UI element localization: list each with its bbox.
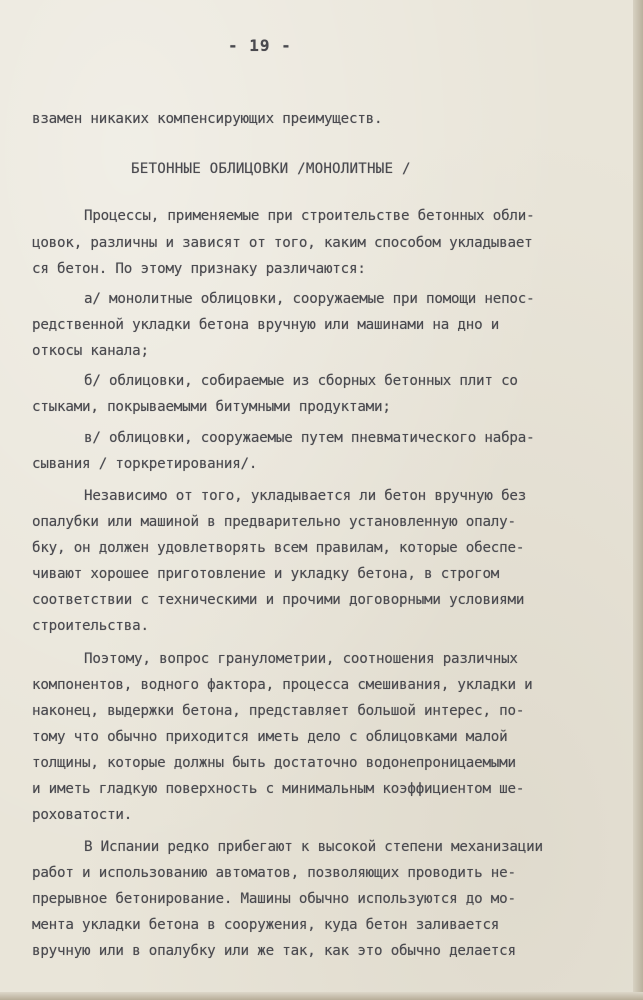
page-number: - 19 - — [228, 36, 292, 55]
text-line: опалубки или машиной в предварительно установленную опалу- — [32, 514, 516, 530]
text-line: цовок, различны и зависят от того, каким способом укладывает — [32, 235, 533, 251]
text-line: Поэтому, вопрос гранулометрии, соотношения различных — [84, 651, 518, 667]
text-line: мента укладки бетона в сооружения, куда бетон заливается — [32, 917, 500, 933]
text-line: роховатости. — [32, 807, 133, 823]
text-line: чивают хорошее приготовление и укладку бетона, в строгом — [32, 566, 500, 582]
text-line: вручную или в опалубку или же так, как это обычно делается — [32, 943, 516, 959]
text-line: работ и использованию автоматов, позволяющих проводить не- — [32, 865, 516, 881]
text-line: соответствии с техническими и прочими договорными условиями — [32, 592, 525, 608]
text-line: взамен никаких компенсирующих преимуществ. — [32, 111, 383, 127]
text-line: редственной укладки бетона вручную или машинами на дно и — [32, 317, 500, 333]
text-line: бку, он должен удовлетворять всем правилам, которые обеспе- — [32, 540, 525, 556]
text-line: в/ облицовки, сооружаемые путем пневматического набра- — [84, 430, 535, 446]
text-line: компонентов, водного фактора, процесса смешивания, укладки и — [32, 677, 533, 693]
text-line: стыками, покрываемыми битумными продуктами; — [32, 399, 391, 415]
text-line: откосы канала; — [32, 343, 149, 359]
text-line: Процессы, применяемые при строительстве бетонных обли- — [84, 208, 535, 224]
text-line: ся бетон. По этому признаку различаются: — [32, 261, 366, 277]
text-line: а/ монолитные облицовки, сооружаемые при помощи непос- — [84, 291, 535, 307]
text-line: строительства. — [32, 618, 149, 634]
text-line: В Испании редко прибегают к высокой степени механизации — [84, 839, 543, 855]
text-line: сывания / торкретирования/. — [32, 456, 258, 472]
text-line: прерывное бетонирование. Машины обычно используются до мо- — [32, 891, 516, 907]
text-line: толщины, которые должны быть достаточно водонепроницаемыми — [32, 755, 516, 771]
section-heading: БЕТОННЫЕ ОБЛИЦОВКИ /МОНОЛИТНЫЕ / — [131, 161, 411, 177]
paper-edge-bottom — [0, 992, 643, 1000]
text-line: наконец, выдержки бетона, представляет большой интерес, по- — [32, 703, 525, 719]
text-line: б/ облицовки, собираемые из сборных бетонных плит со — [84, 373, 518, 389]
text-line: Независимо от того, укладывается ли бетон вручную без — [84, 488, 527, 504]
text-line: и иметь гладкую поверхность с минимальным коэффициентом ше- — [32, 781, 525, 797]
text-line: тому что обычно приходится иметь дело с облицовками малой — [32, 729, 508, 745]
